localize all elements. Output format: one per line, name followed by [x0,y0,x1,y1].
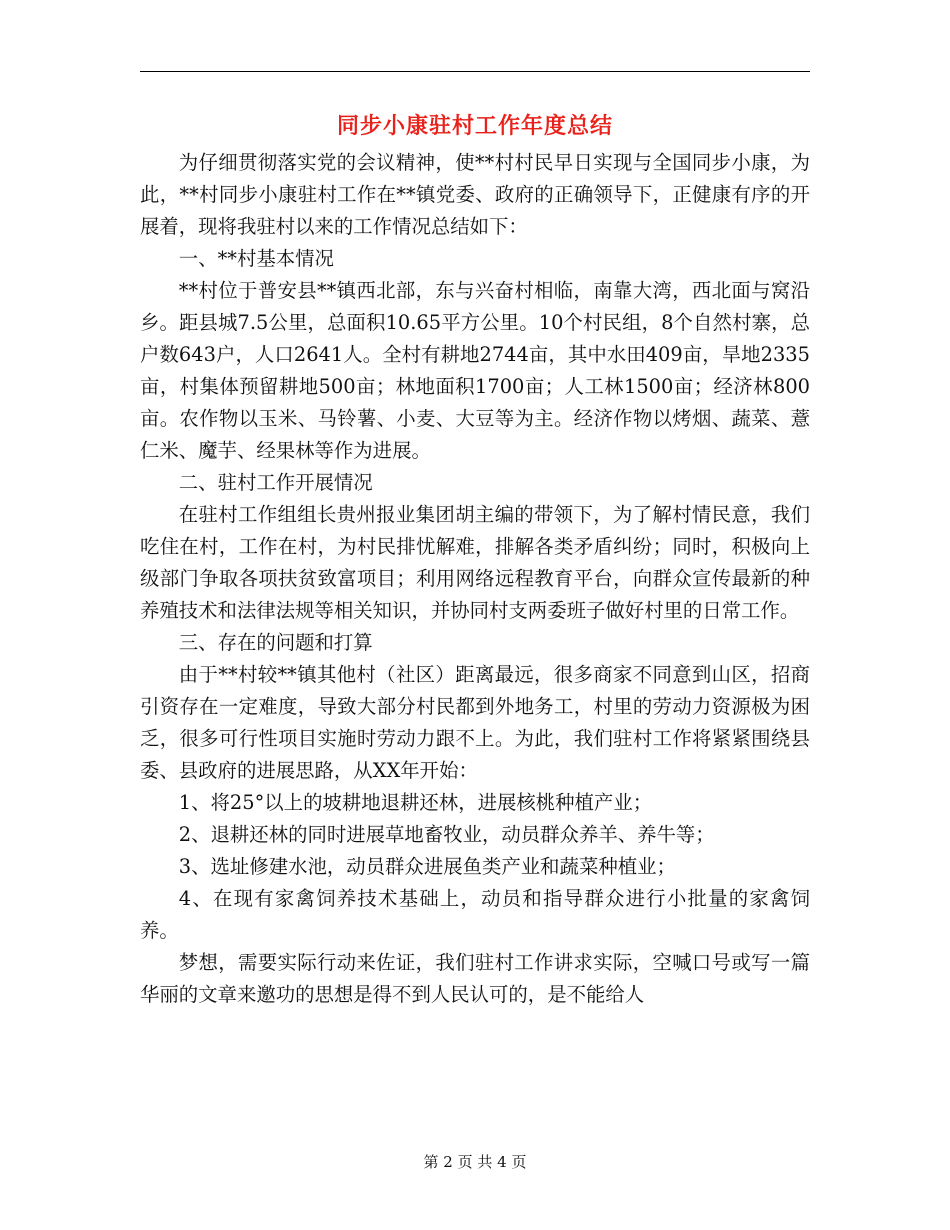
header-rule [140,71,810,72]
document-body [140,147,810,1011]
section-heading-work: 二、驻村工作开展情况 [178,471,373,494]
paragraph-intro: 为仔细贯彻落实党的会议精神，使**村村民早日实现与全国同步小康，为此，**村同步小康驻村工作在**镇党委、政府的正确领导下，正健康有序的开展着，现将我驻村以来的工作情况总结如下： [140,151,810,238]
list-item-4: 4、在现有家禽饲养技术基础上，动员和指导群众进行小批量的家禽饲养。 [140,887,810,942]
list-item-1: 1、将25°以上的坡耕地退耕还林，进展核桃种植产业； [178,791,653,814]
list-item-2: 2、退耕还林的同时进展草地畜牧业，动员群众养羊、养牛等； [178,823,715,846]
paragraph-work: 在驻村工作组组长贵州报业集团胡主编的带领下，为了解村情民意，我们吃住在村，工作在村，为村民排忧解难，排解各类矛盾纠纷；同时，积极向上级部门争取各项扶贫致富项目；利用网络远程教育平台，向群众宣传最新的种养殖技术和法律法规等相关知识，并协同村支两委班子做好村里的日常工作。 [140,503,810,622]
paragraph-closing: 梦想，需要实际行动来佐证，我们驻村工作讲求实际，空喊口号或写一篇华丽的文章来邀功的思想是得不到人民认可的，是不能给人 [140,951,810,1006]
page-number: 第 2 页 共 4 页 [423,1153,527,1171]
document-title: 同步小康驻村工作年度总结 [336,113,613,139]
paragraph-problems: 由于**村较**镇其他村（社区）距离最远，很多商家不同意到山区，招商引资存在一定难度，导致大部分村民都到外地务工，村里的劳动力资源极为困乏，很多可行性项目实施时劳动力跟不上。为此，我们驻村工作将紧紧围绕县委、县政府的进展思路，从XX年开始： [140,663,810,782]
section-heading-problems: 三、存在的问题和打算 [178,631,373,654]
paragraph-basic-info: **村位于普安县**镇西北部，东与兴奋村相临，南靠大湾，西北面与窝沿乡。距县城7.5公里，总面积10.65平方公里。10个村民组，8个自然村寨，总户数643户，人口2641人。全村有耕地2744亩，其中水田409亩，旱地2335亩，村集体预留耕地500亩；林地面积1700亩；人工林1500亩；经济林800亩。农作物以玉米、马铃薯、小麦、大豆等为主。经济作物以烤烟、蔬菜、薏仁米、魔芋、经果林等作为进展。 [140,279,810,462]
section-heading-basic-info: 一、**村基本情况 [178,247,334,270]
list-item-3: 3、选址修建水池，动员群众进展鱼类产业和蔬菜种植业； [178,855,676,878]
